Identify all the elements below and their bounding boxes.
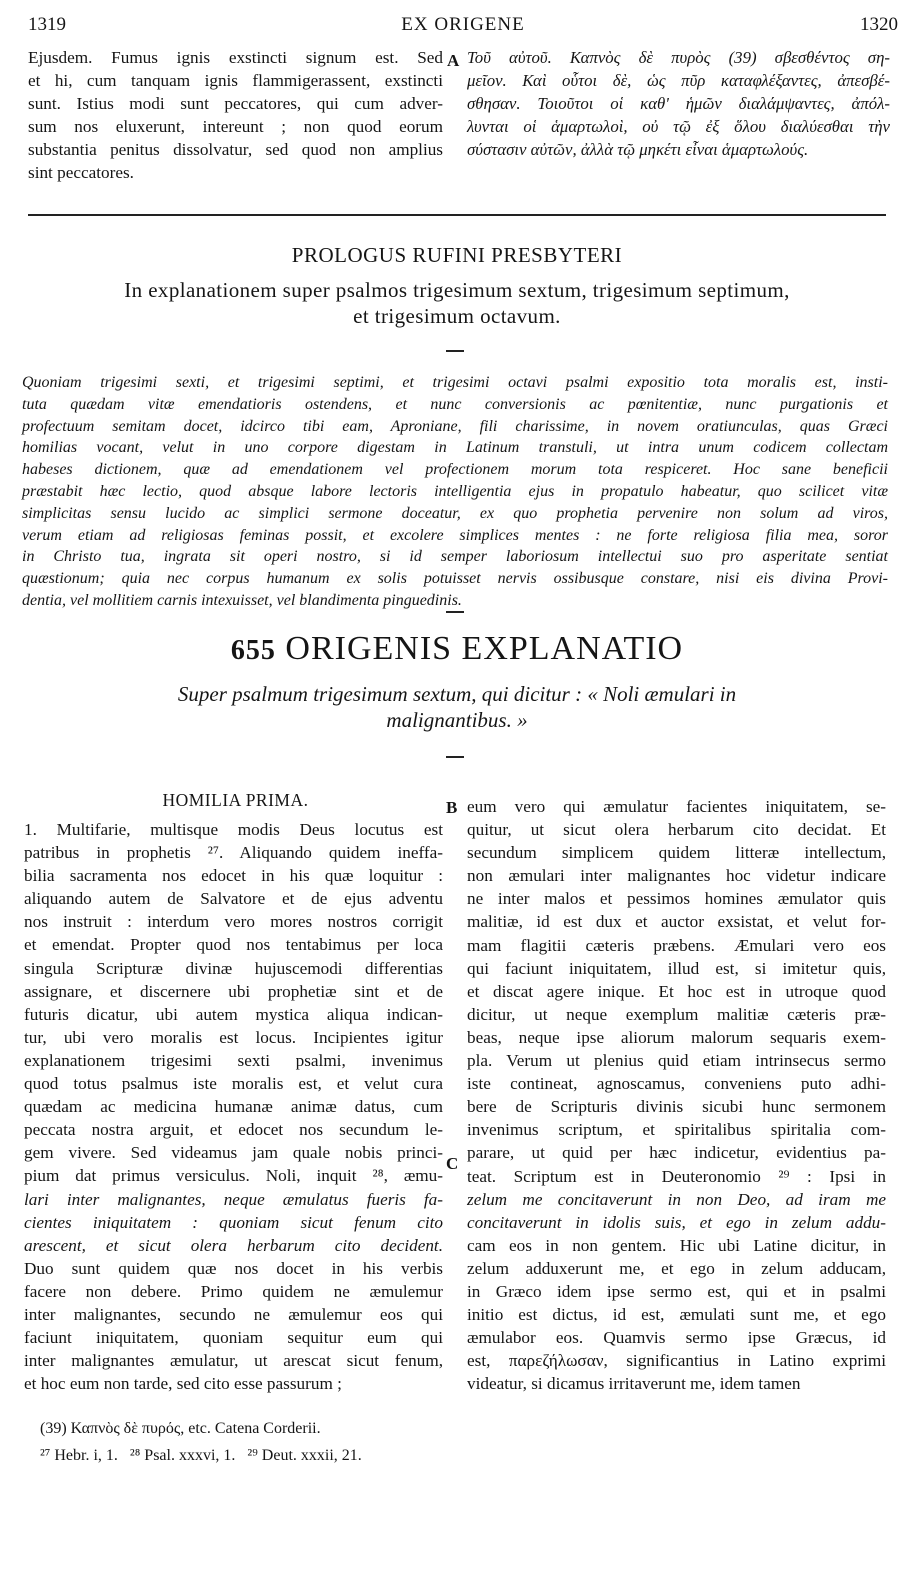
prologue-line: in Christo tua, ingrata sit operi nostro, si id semper laboriosum intellectui suo pro asperitate sentiat <box>22 548 888 566</box>
prologue-subtitle-1: In explanationem super psalmos trigesimum sextum, trigesimum septimum, <box>124 278 790 302</box>
text-line: cam eos in non gentem. Hic ubi Latine dicitur, in <box>467 1235 886 1255</box>
prologue-text <box>22 372 888 612</box>
text-line: iste contineat, agnoscamus, conveniens puto adhi- <box>467 1074 886 1094</box>
text-line: assignare, et discernere ubi prophetiæ sint et de <box>24 981 443 1001</box>
column-marker-b: B <box>446 798 458 817</box>
separator-dash <box>446 756 464 758</box>
text-line: dicitur, ut neque exemplum malitiæ cæteris præ- <box>467 1004 886 1024</box>
text-line: videatur, si dicamus irritaverunt me, idem tamen <box>467 1374 801 1394</box>
text-line: et discat agere inique. Et hoc est in utroque quod <box>467 981 886 1001</box>
scholion-line: substantia penitus dissolvatur, sed quod non amplius <box>28 140 443 160</box>
prologue-line: homilias vocant, velut in uno corpore digestam in Latinum transtuli, ut intra unum codicem collectam <box>22 439 888 457</box>
page-number-right: 1320 <box>860 14 898 35</box>
prologue-line: tuta quædam vitæ emendatioris ostendens, et nunc conversionis ac pœnitentiæ, nunc purgationis et <box>22 395 888 413</box>
text-line: et hoc eum non tarde, sed cito esse passurum ; <box>24 1374 342 1394</box>
text-line: parare, ut quid per hæc indicetur, evidentius pa- <box>467 1143 886 1163</box>
text-line: facere non debere. Primo quidem ne æmulemur <box>24 1281 443 1301</box>
text-line: est, παρεζήλωσαν, significantius in Latino exprimi <box>467 1351 886 1371</box>
prologue-line: præstabit hæc lectio, quod absque labore lectoris intelligentia ejus in propatulo habeatur, quo scilicet vitæ <box>22 482 888 500</box>
homily-left-column <box>24 818 443 1395</box>
text-line: singula Scripturæ divinæ hujuscemodi differentias <box>24 958 443 978</box>
running-title: EX ORIGENE <box>401 14 525 35</box>
greek-line: σθησαν. Τοιοῦτοι οἱ καθ' ἡμῶν διαλάμψαντες, ἀπόλ- <box>467 94 890 114</box>
text-line: malitiæ, id est dux et auctor exsistat, et velut for- <box>467 912 886 932</box>
column-number: 655 <box>230 635 276 666</box>
text-line: invenimus scriptum, et spiritalibus spiritalia com- <box>467 1120 886 1140</box>
scholion-line: et hi, cum tanquam ignis flammigerassent, exstincti <box>28 71 443 91</box>
separator-dash <box>446 350 464 352</box>
running-header <box>28 14 898 38</box>
prologue-subtitle-2: et trigesimum octavum. <box>353 304 561 328</box>
greek-footnote: (39) Καπνὸς δὲ πυρός, etc. Catena Corderii. <box>40 1420 321 1437</box>
homilia-heading: HOMILIA PRIMA. <box>162 790 309 810</box>
greek-line: λυνται οἱ ἁμαρτωλοὶ, οὐ τῷ ἐξ ὅλου διαλύεσθαι τὴν <box>467 117 890 137</box>
prologue-line: quæstionum; quia nec corpus humanum ex solis potuisset nervis ossibusque constare, nisi eis divina Provi- <box>22 570 888 588</box>
scholion-line: sunt. Istius modi sunt peccatores, qui cum adver- <box>28 94 443 114</box>
prologue-line: dentia, vel mollitiem carnis intexuisset, vel blandimenta pinguedinis. <box>22 591 462 609</box>
section-rule <box>28 214 886 216</box>
prologue-title: PROLOGUS RUFINI PRESBYTERI <box>291 243 623 267</box>
greek-scholion <box>467 46 890 161</box>
text-line: faciunt iniquitatem, quoniam sequitur eum qui <box>24 1328 443 1348</box>
text-line: zelum adduxerunt me, et ego in zelum adducam, <box>467 1258 886 1278</box>
text-line: æmulabor eos. Quamvis sermo ipse Græcus, id <box>467 1328 886 1348</box>
text-line: in Græco idem ipse sermo est, qui et in psalmi <box>467 1281 886 1301</box>
column-marker-c: C <box>446 1154 459 1173</box>
prologue-line: habeses dictionem, quæ ad emendationem vel profectionem morum tota respiceret. Hoc sane beneficii <box>22 461 888 479</box>
text-line: eum vero qui æmulatur facientes iniquitatem, se- <box>467 797 886 816</box>
prologue-line: simplicitas sensu lucido ac simplici sermone doceatur, ex quo prophetia pervenire non solum ad viros, <box>22 504 888 522</box>
greek-line: σύστασιν αὐτῶν, ἀλλὰ τῷ μηκέτι εἶναι ἁμαρτωλούς. <box>467 140 809 160</box>
column-marker-a: A <box>447 51 460 70</box>
text-line: Duo sunt quidem quæ nos docet in his verbis <box>24 1258 443 1278</box>
text-line: nos instruit : interdum vero mores nostros corrigit <box>24 912 443 932</box>
prologue-line: profectuum semitam docet, idcirco tibi eam, Aproniane, fili charissime, in novem oratiunculas, quas Græci <box>22 417 888 435</box>
text-line: bilia sacramenta nos edocet in his quæ loquitur : <box>24 866 443 886</box>
text-line: cientes iniquitatem : quoniam sicut fenum cito <box>24 1212 443 1232</box>
prologue-line: verum etiam ad religiosas feminas possit, et excolere simplices mentes : ne forte religiosa filia mea, soror <box>22 526 888 544</box>
explanatio-subtitle-1: Super psalmum trigesimum sextum, qui dicitur : « Noli æmulari in <box>177 682 737 706</box>
explanatio-subtitle-2: malignantibus. » <box>386 708 528 732</box>
text-line: secundum simplicem quidem litteræ intellectum, <box>467 843 886 863</box>
text-line: mam flagitii cæteris præbens. Æmulari vero eos <box>467 935 886 955</box>
text-line: non æmulari inter malignantes hoc videtur indicare <box>467 866 886 886</box>
text-line: patribus in prophetis ²⁷. Aliquando quidem ineffa- <box>24 843 443 863</box>
text-line: inter malignantes, secundo ne æmulemur eos qui <box>24 1304 443 1324</box>
page-number-left: 1319 <box>28 14 66 35</box>
text-line: 1. Multifarie, multisque modis Deus locutus est <box>24 820 443 839</box>
scripture-footnotes: ²⁷ Hebr. i, 1. ²⁸ Psal. xxxvi, 1. ²⁹ Deut. xxxii, 21. <box>40 1447 362 1464</box>
scholion-line: sint peccatores. <box>28 163 134 183</box>
text-line: teat. Scriptum est in Deuteronomio ²⁹ : Ipsi in <box>467 1166 886 1186</box>
text-line: aliquando autem de Salvatore et de ejus adventu <box>24 889 443 909</box>
latin-scholion <box>28 46 443 185</box>
text-line: futuris dicatur, ubi autem mystica aliqua indican- <box>24 1004 443 1024</box>
prologue-line: Quoniam trigesimi sexti, et trigesimi septimi, et trigesimi octavi psalmi expositio tota moralis est, insti- <box>22 374 888 391</box>
text-line: et emendat. Propter quod nos tentabimus per loca <box>24 935 443 955</box>
text-line: pium dat primus versiculus. Noli, inquit ²⁸, æmu- <box>24 1166 443 1186</box>
explanatio-title: ORIGENIS EXPLANATIO <box>285 630 684 667</box>
text-line: quædam ac medicina humanæ animæ datus, cum <box>24 1097 443 1117</box>
text-line: initio est dictus, id est, æmulati sunt me, et ego <box>467 1305 886 1325</box>
scholion-line: Ejusdem. Fumus ignis exstincti signum est. Sed <box>28 48 443 67</box>
text-line: beas, neque ipse aliorum malorum sequaris exem- <box>467 1027 886 1047</box>
greek-line: μεῖον. Καὶ οὗτοι δὲ, ὡς πῦρ καταφλέξαντες, ἀπεσβέ- <box>467 71 890 91</box>
text-line: tur, ubi vero moralis est locus. Incipientes igitur <box>24 1027 443 1047</box>
separator-dash <box>446 611 464 613</box>
text-line: concitaverunt in idolis suis, et ego in zelum addu- <box>467 1212 886 1232</box>
greek-line: Τοῦ αὐτοῦ. Καπνὸς δὲ πυρὸς (39) σβεσθέντος ση- <box>467 48 890 67</box>
text-line: quitur, ut sicut olera herbarum cito decidat. Et <box>467 820 886 840</box>
text-line: pla. Verum ut plenius quid etiam intrinsecus sermo <box>467 1051 886 1071</box>
text-line: arescent, et sicut olera herbarum cito decident. <box>24 1235 443 1255</box>
text-line: explanationem trigesimi sexti psalmi, invenimus <box>24 1050 443 1070</box>
text-line: zelum me concitaverunt in non Deo, ad iram me <box>467 1189 886 1209</box>
text-line: lari inter malignantes, neque æmulatus fueris fa- <box>24 1189 443 1209</box>
text-line: qui faciunt iniquitatem, illud est, si imitetur quis, <box>467 958 886 978</box>
text-line: quod totus psalmus iste moralis est, et velut cura <box>24 1074 443 1094</box>
text-line: ne inter malos et pessimos homines æmulator quis <box>467 889 886 909</box>
text-line: peccata nostra arguit, et edocet nos secundum le- <box>24 1120 443 1140</box>
explanatio-heading <box>28 630 886 668</box>
homily-right-column <box>467 795 886 1395</box>
scholion-line: sum nos eluxerunt, intereunt ; non quod eorum <box>28 117 443 137</box>
text-line: inter malignantes æmulatur, ut arescat sicut fenum, <box>24 1351 443 1371</box>
text-line: gem vivere. Sed videamus jam quale nobis princi- <box>24 1143 443 1163</box>
text-line: bere de Scripturis divinis sicubi hunc sermonem <box>467 1097 886 1117</box>
